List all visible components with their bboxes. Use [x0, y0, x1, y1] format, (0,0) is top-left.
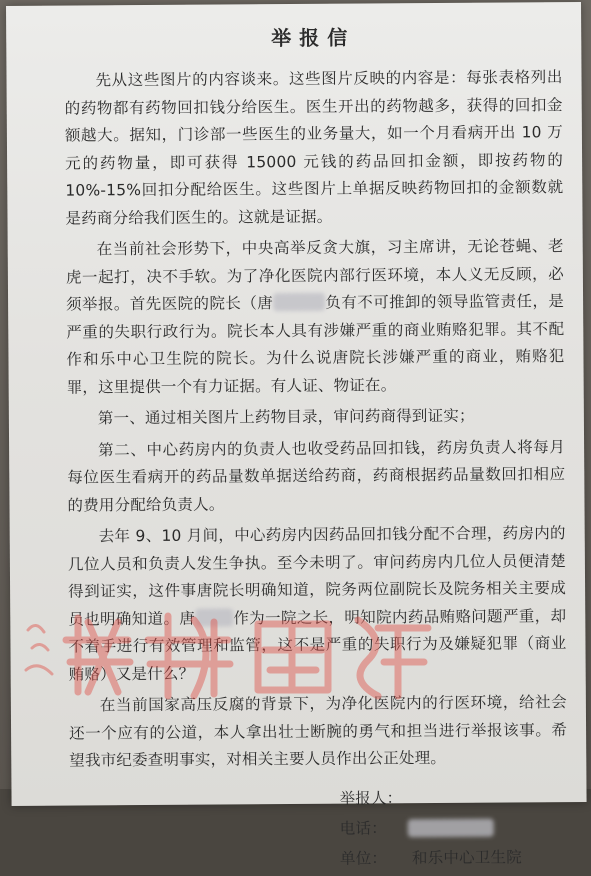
- letter-body: [64, 22, 568, 875]
- paragraph-dispute: [68, 520, 567, 688]
- letter-title: 举报信: [271, 25, 356, 51]
- paragraph-point-one: 第一、通过相关图片上药物目录，审问药商得到证实；: [97, 406, 475, 428]
- letter-paper: [6, 2, 587, 868]
- unit-value: 和乐中心卫生院: [411, 847, 522, 867]
- unit-row: [340, 842, 568, 874]
- paragraph-evidence: 先从这些图片的内容谈来。这些图片反映的内容是：每张表格列出的药物都有药物回扣钱分给医生。医生开出的药物越多，获得的回扣金额越大。据知，门诊部一些医生的业务量大，如一个月看病开出 10 万元的药物量，即可获得 15000 元钱的药品回扣金额，即按药物的 10%-15%回扣分配给医生。这些图片上单据反映药物回扣的金额数就是药商分给我们医生的。这就是证据。: [64, 68, 564, 228]
- paragraph-context-continued: 负有不可推卸的领导监管责任，是严重的失职行政行为。院长本人具有涉嫌严重的商业贿赂犯罪。其不配作和乐中心卫生院的院长。为什么说唐院长涉嫌严重的商业，贿赂犯罪，这里提供一个有力证据。有人证、物证在。: [66, 292, 565, 397]
- phone-label: 电话：: [339, 818, 387, 838]
- phone-row: [340, 812, 568, 844]
- paragraph-context: [66, 233, 565, 401]
- reporter-label: 举报人：: [339, 788, 403, 808]
- unit-label: 单位：: [339, 848, 388, 868]
- redacted-name-block: [195, 608, 233, 626]
- reporter-row: [339, 782, 567, 814]
- paragraph-dispute-text: 去年 9、10 月间，中心药房内因药品回扣钱分配不合理，药房内的几位人员和负责人发生争执。至今未明了。审问药房内几位人员便清楚得到证实，这件事唐院长明确知道，院务两位副院长及院务相关主要成员也明确知道。唐: [67, 524, 567, 629]
- signature-block: [69, 782, 568, 875]
- paragraph-point-two: 第二、中心药房内的负责人也收受药品回扣钱，药房负责人将每月每位医生看病开的药品量数单据送给药商，药商根据药品量数回扣相应的费用分配给负责人。: [67, 437, 566, 515]
- paragraph-context-text: 在当前社会形势下，中央高举反贪大旗，习主席讲，无论苍蝇、老虎一起打，决不手软。为了净化医院内部行医环境，本人义无反顾，必须举报。首先医院的院长（唐: [65, 237, 564, 314]
- paragraph-conclusion: 在当前国家高压反腐的背景下，为净化医院内的行医环境，给社会还一个应有的公道，本人拿出壮士断腕的勇气和担当进行举报该事。希望我市纪委查明事实，对相关主要人员作出公正处理。: [69, 693, 568, 770]
- redacted-name-block: [273, 293, 325, 311]
- paragraph-dispute-continued: 作为一院之长，明知院内药品贿赂问题严重，却不着手进行有效管理和监管，这不是严重的失职行为及嫌疑犯罪（商业贿赂）又是什么？: [68, 606, 567, 684]
- redacted-phone-block: [408, 818, 494, 837]
